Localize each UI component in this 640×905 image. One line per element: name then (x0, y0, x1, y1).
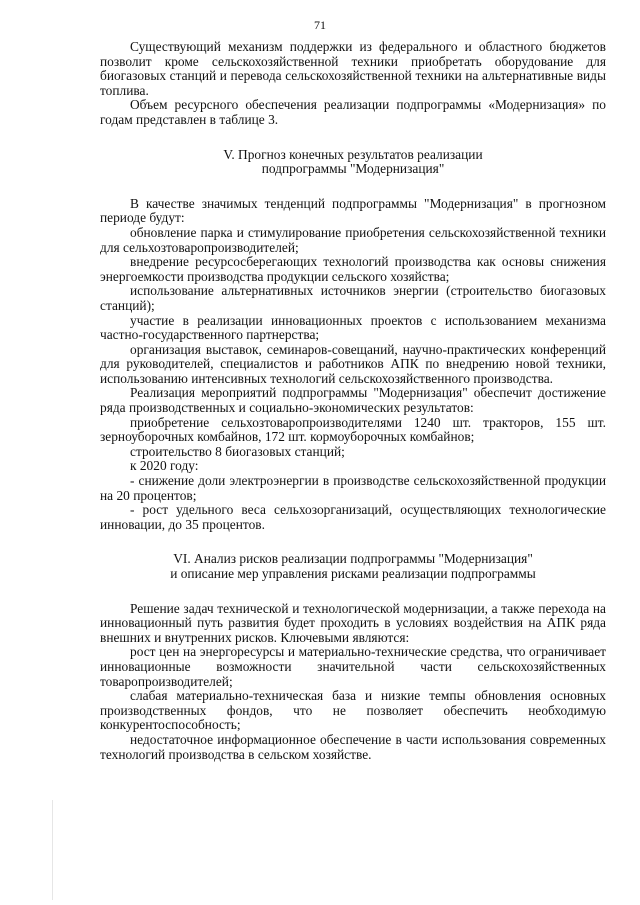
section-5-heading (100, 148, 606, 177)
section-6-heading (100, 552, 606, 581)
section-6-title-line-2: и описание мер управления рисками реализации подпрограммы (170, 566, 536, 581)
list-item: - снижение доли электроэнергии в производстве сельскохозяйственной продукции на 20 процентов; (100, 473, 606, 503)
list-item: участие в реализации инновационных проектов с использованием механизма частно-государственного партнерства; (100, 312, 606, 343)
paragraph: Объем ресурсного обеспечения реализации подпрограммы «Модернизация» по годам представлен в таблице 3. (100, 97, 606, 127)
list-item: внедрение ресурсосберегающих технологий производства как основы снижения энергоемкости производства продукции сельского хозяйства; (100, 254, 606, 284)
paragraph: Решение задач технической и технологической модернизации, а также перехода на инновационный путь развития будет проходить в условиях воздействия на АПК ряда внешних и внутренних рисков. Ключевыми являются: (100, 600, 606, 645)
section-6-title-line-1: VI. Анализ рисков реализации подпрограммы "Модернизация" (173, 551, 533, 567)
page-number: 71 (314, 18, 326, 32)
list-item: слабая материально-техническая база и низкие темпы обновления основных производственных фондов, что не позволяет обеспечить необходимую конкурентоспособность; (100, 688, 606, 733)
paragraph: В качестве значимых тенденций подпрограммы "Модернизация" в прогнозном периоде будут: (100, 195, 606, 226)
section-5-title-line-1: V. Прогноз конечных результатов реализации (223, 146, 483, 162)
list-item: организация выставок, семинаров-совещаний, научно-практических конференций для руководителей, специалистов и работников АПК по внедрению новой техники, использованию интенсивных технологий сельскохозяйственного производства. (100, 341, 606, 386)
scan-edge-line (52, 800, 53, 900)
list-item: использование альтернативных источников энергии (строительство биогазовых станций); (100, 283, 606, 313)
paragraph: к 2020 году: (130, 458, 199, 474)
list-item: недостаточное информационное обеспечение в части использования современных технологий производства в сельском хозяйстве. (100, 731, 606, 762)
list-item: - рост удельного веса сельхозорганизаций, осуществляющих технологические инновации, до 35 процентов. (100, 502, 606, 532)
list-item: рост цен на энергоресурсы и материально-технические средства, что ограничивает инновационные возможности значительной части сельскохозяйственных товаропроизводителей; (100, 644, 606, 689)
list-item: обновление парка и стимулирование приобретения сельскохозяйственной техники для сельхозтоваропроизводителей; (100, 224, 606, 255)
list-item: строительство 8 биогазовых станций; (130, 443, 345, 459)
section-5-title-line-2: подпрограммы "Модернизация" (261, 161, 445, 177)
list-item: приобретение сельхозтоваропроизводителями 1240 шт. тракторов, 155 шт. зерноуборочных комбайнов, 172 шт. кормоуборочных комбайнов; (100, 414, 606, 445)
paragraph: Реализация мероприятий подпрограммы "Модернизация" обеспечит достижение ряда производственных и социально-экономических результатов: (100, 385, 606, 416)
paragraph: Существующий механизм поддержки из федерального и областного бюджетов позволит кроме сельскохозяйственной техники приобретать оборудование для биогазовых станций и перевода сельскохозяйственной техники на альтернативные виды топлива. (100, 39, 606, 98)
document-body (100, 40, 606, 762)
